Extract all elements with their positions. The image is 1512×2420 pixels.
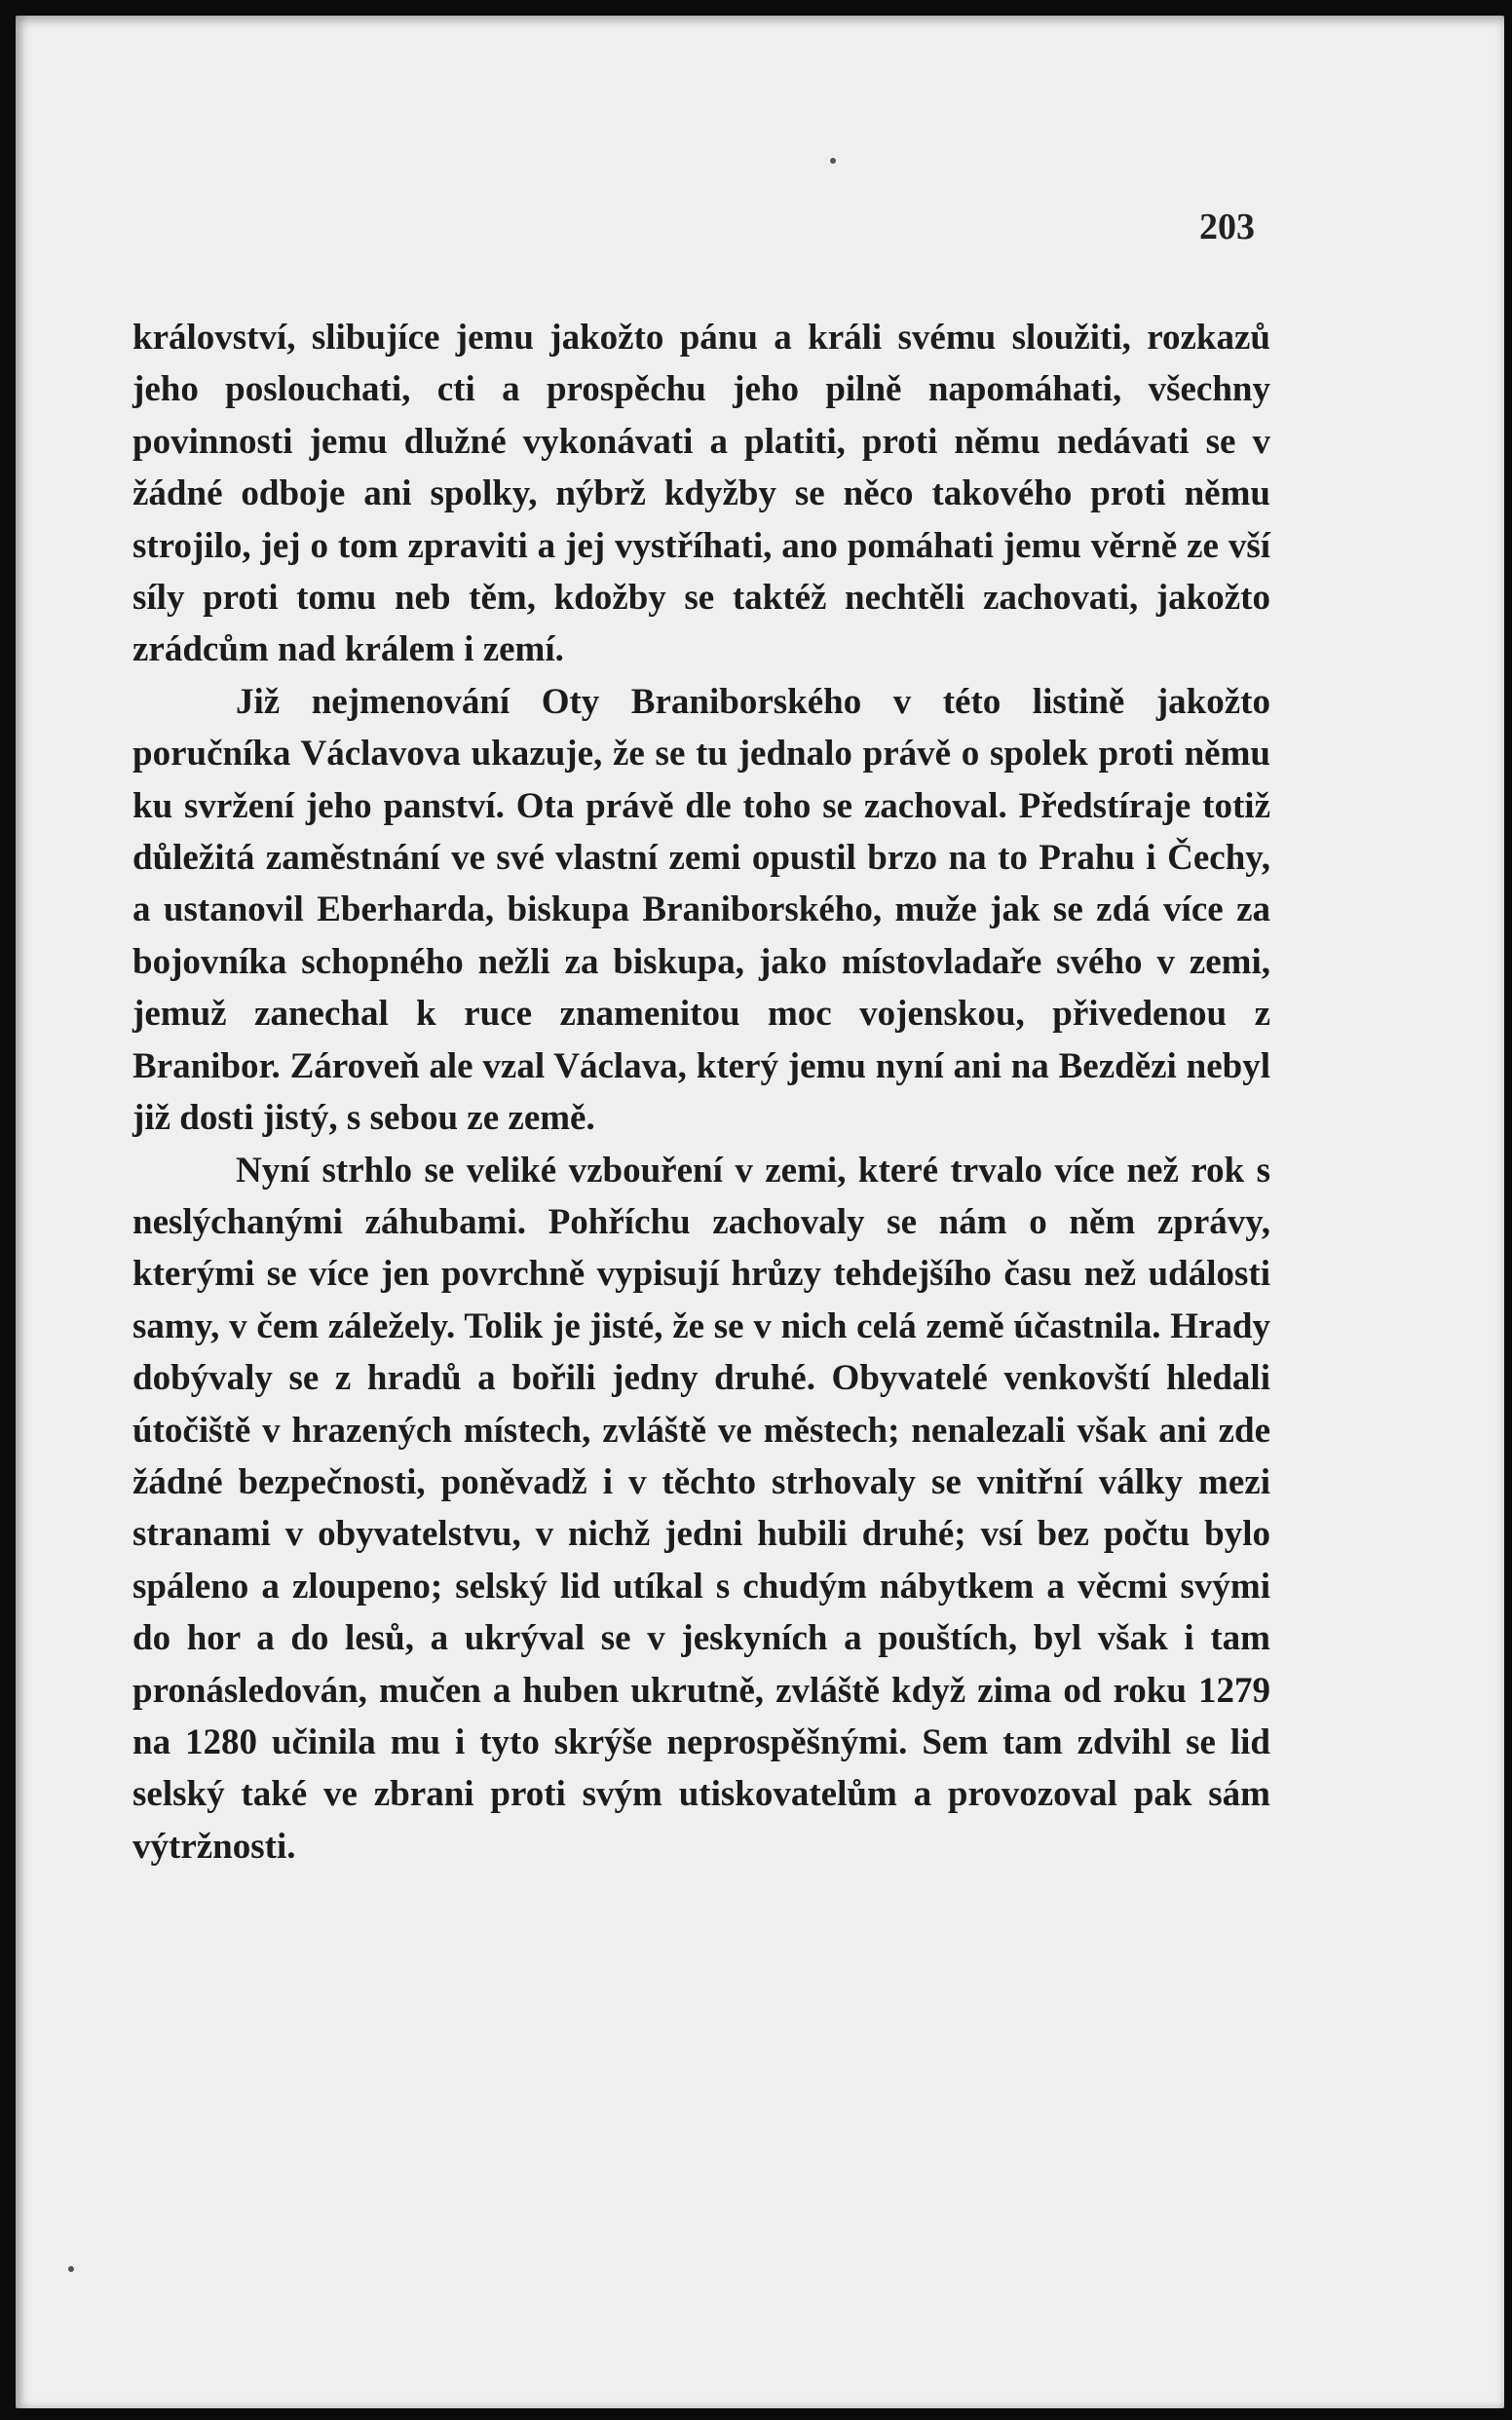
page-number: 203 xyxy=(1199,207,1255,247)
book-page xyxy=(16,16,1504,2408)
paragraph-2: Již nejmenování Oty Braniborského v této listině jakožto poručníka Václavova ukazuje, že se tu jednalo právě o spolek proti němu ku svržení jeho panství. Ota právě dle toho se zachoval. Předstíraje totiž důležitá zaměstnání ve své vlastní zemi opustil brzo na to Prahu i Čechy, a ustanovil Eberharda, biskupa Braniborského, muže jak se zdá více za bojovníka schopného nežli za biskupa, jako místovladaře svého v zemi, jemuž zanechal k ruce znamenitou moc vojenskou, přivedenou z Branibor. Zároveň ale vzal Václava, který jemu nyní ani na Bezdězi nebyl již dosti jistý, s sebou ze země. xyxy=(132,681,1270,1139)
body-text xyxy=(132,312,1270,1872)
paragraph-1: království, slibujíce jemu jakožto pánu a králi svému sloužiti, rozkazů jeho poslouchati, cti a prospěchu jeho pilně napomáhati, všechny povinnosti jemu dlužné vykonávati a platiti, proti němu nedávati se v žádné odboje ani spolky, nýbrž kdyžby se něco takového proti němu strojilo, jej o tom zpraviti a jej vystříhati, ano pomáhati jemu věrně ze vší síly proti tomu neb těm, kdožby se taktéž nechtěli zachovati, jakožto zrádcům nad králem i zemí. xyxy=(132,318,1270,670)
speck-mark xyxy=(68,2266,74,2272)
paragraph-3: Nyní strhlo se veliké vzbouření v zemi, které trvalo více než rok s neslýchanými záhubami. Pohříchu zachovaly se nám o něm zprávy, kterými se více jen povrchně vypisují hrůzy tehdejšího času než události samy, v čem záležely. Tolik je jisté, že se v nich celá země účastnila. Hrady dobývaly se z hradů a bořili jedny druhé. Obyvatelé venkovští hledali útočiště v hrazených místech, zvláště ve městech; nenalezali však ani zde žádné bezpečnosti, poněvadž i v těchto strhovaly se vnitřní války mezi stranami v obyvatelstvu, v nichž jedni hubili druhé; vsí bez počtu bylo spáleno a zloupeno; selský lid utíkal s chudým nábytkem a věcmi svými do hor a do lesů, a ukrýval se v jeskyních a pouštích, byl však i tam pronásledován, mučen a huben ukrutně, zvláště když zima od roku 1279 na 1280 učinila mu i tyto skrýše neprospěšnými. Sem tam zdvihl se lid selský také ve zbrani proti svým utiskovatelům a provozoval pak sám výtržnosti. xyxy=(132,1150,1270,1867)
speck-mark xyxy=(830,158,836,164)
